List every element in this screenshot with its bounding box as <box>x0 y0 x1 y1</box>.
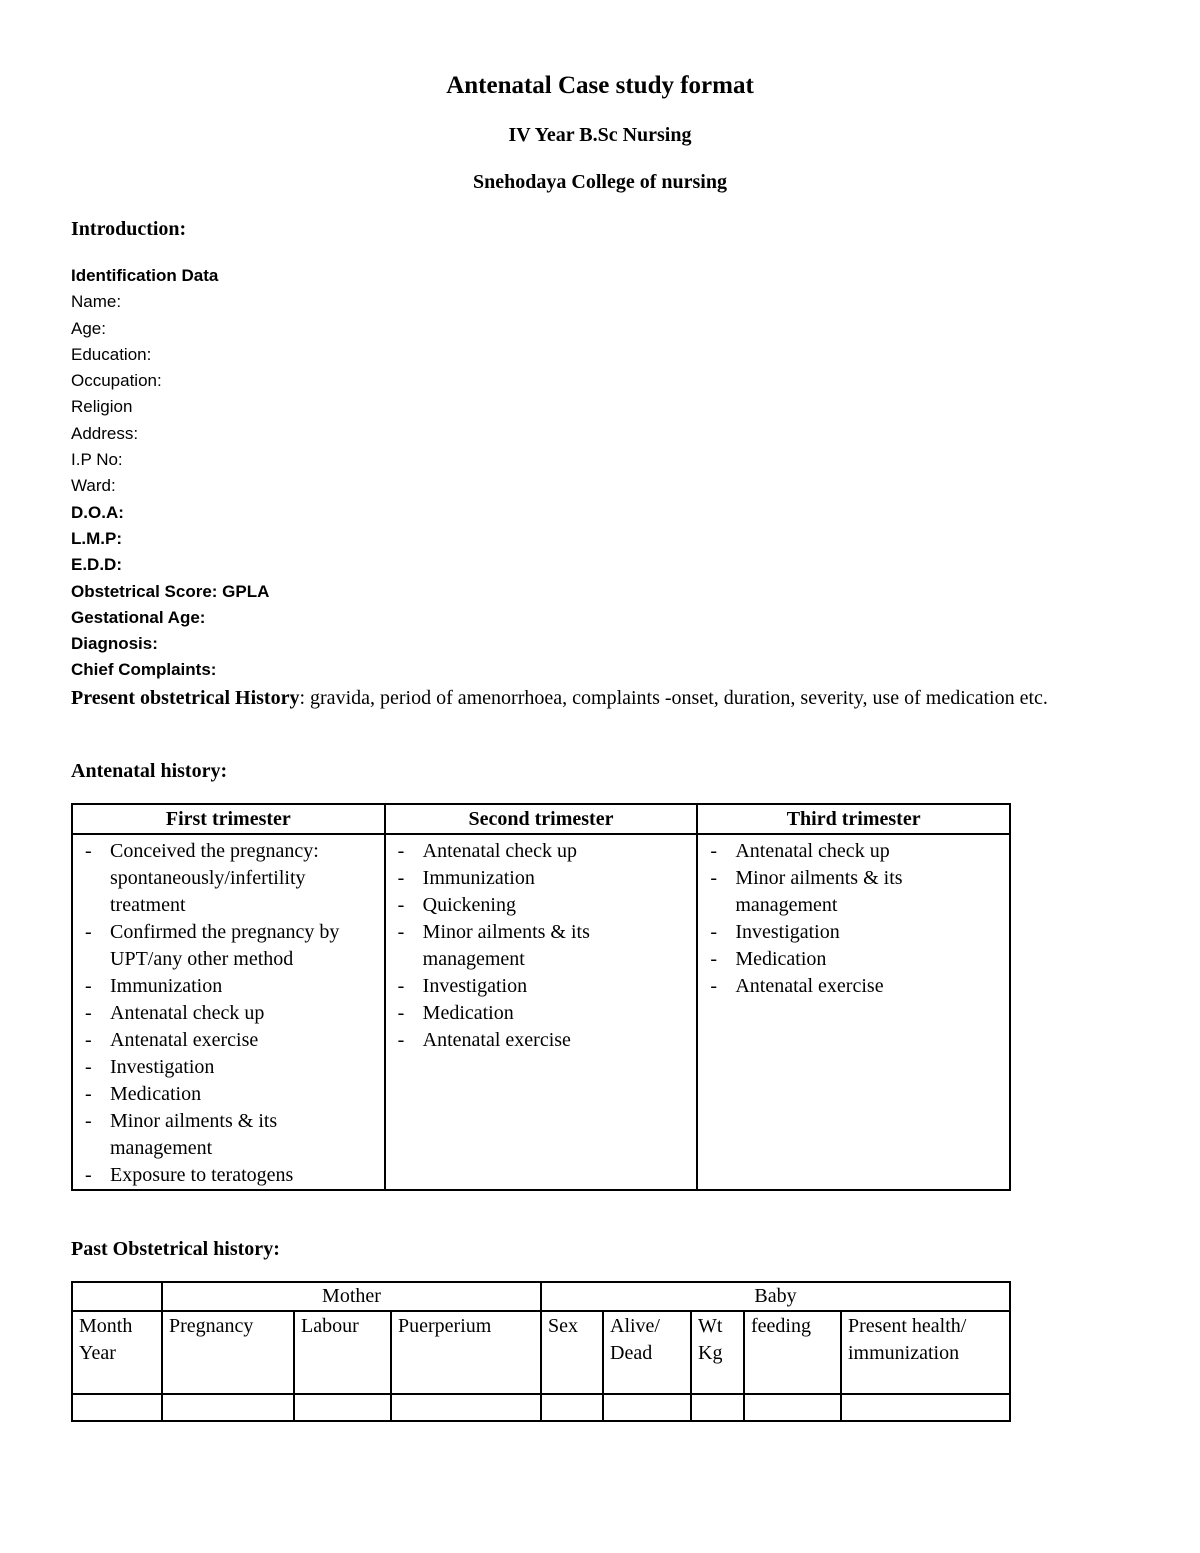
first-trimester-cell <box>72 834 385 1190</box>
introduction-heading: Introduction: <box>71 218 187 240</box>
id-field-occupation: Occupation: <box>71 371 162 391</box>
id-field-gestational-age: Gestational Age: <box>71 607 206 627</box>
present-obstetrical-history <box>71 685 1091 712</box>
second-trimester-header: Second trimester <box>385 804 698 834</box>
third-trimester-list <box>708 838 1003 1000</box>
id-field-edd: E.D.D: <box>71 555 122 575</box>
third-trimester-header: Third trimester <box>697 804 1010 834</box>
list-item: - Confirmed the pregnancy by UPT/any other method <box>83 919 378 973</box>
id-field-religion: Religion <box>71 397 133 417</box>
column-header-puerperium: Puerperium <box>391 1311 541 1394</box>
column-header-pregnancy: Pregnancy <box>162 1311 294 1394</box>
column-header-sex: Sex <box>541 1311 603 1394</box>
column-header-labour: Labour <box>294 1311 391 1394</box>
past-obstetrical-history-heading: Past Obstetrical history: <box>71 1238 280 1260</box>
id-field-ip-no: I.P No: <box>71 450 123 470</box>
table-cell[interactable] <box>691 1394 744 1421</box>
column-header-present-health: Present health/ immunization <box>841 1311 1010 1394</box>
list-item: - Investigation <box>708 919 1003 946</box>
list-item: - Immunization <box>83 973 378 1000</box>
column-header-wt-kg: Wt Kg <box>691 1311 744 1394</box>
id-field-obstetrical-score: Obstetrical Score: GPLA <box>71 581 270 601</box>
id-field-name: Name: <box>71 292 122 312</box>
table-cell[interactable] <box>541 1394 603 1421</box>
mother-group-header: Mother <box>162 1282 541 1311</box>
second-trimester-list <box>396 838 691 1054</box>
table-cell[interactable] <box>294 1394 391 1421</box>
list-item: - Antenatal check up <box>83 1000 378 1027</box>
id-field-chief-complaints: Chief Complaints: <box>71 660 217 680</box>
column-header-alive-dead: Alive/ Dead <box>603 1311 691 1394</box>
past-obstetrical-table <box>71 1281 1011 1422</box>
list-item: - Antenatal exercise <box>708 973 1003 1000</box>
second-trimester-cell <box>385 834 698 1190</box>
table-corner-cell <box>72 1282 162 1311</box>
list-item: - Minor ailments & its management <box>708 865 1003 919</box>
table-cell[interactable] <box>162 1394 294 1421</box>
identification-data-list <box>71 263 269 684</box>
id-field-age: Age: <box>71 318 106 338</box>
list-item: - Immunization <box>396 865 691 892</box>
list-item: - Conceived the pregnancy: spontaneously/infertility treatment <box>83 838 378 919</box>
id-field-education: Education: <box>71 344 152 364</box>
first-trimester-header: First trimester <box>72 804 385 834</box>
college-name: Snehodaya College of nursing <box>473 171 727 193</box>
present-history-text: : gravida, period of amenorrhoea, complaints -onset, duration, severity, use of medication etc. <box>299 687 1048 709</box>
baby-group-header: Baby <box>541 1282 1010 1311</box>
table-cell[interactable] <box>391 1394 541 1421</box>
table-cell[interactable] <box>603 1394 691 1421</box>
list-item: - Antenatal check up <box>708 838 1003 865</box>
list-item: - Minor ailments & its management <box>83 1108 378 1162</box>
trimester-table <box>71 803 1011 1191</box>
id-field-address: Address: <box>71 423 139 443</box>
id-field-ward: Ward: <box>71 476 116 496</box>
third-trimester-cell <box>697 834 1010 1190</box>
course-subtitle: IV Year B.Sc Nursing <box>508 124 692 146</box>
list-item: - Antenatal exercise <box>83 1027 378 1054</box>
antenatal-history-heading: Antenatal history: <box>71 760 228 782</box>
column-header-month-year: Month Year <box>72 1311 162 1394</box>
document-title: Antenatal Case study format <box>446 72 754 99</box>
list-item: - Medication <box>396 1000 691 1027</box>
list-item: - Medication <box>83 1081 378 1108</box>
list-item: - Medication <box>708 946 1003 973</box>
table-cell[interactable] <box>72 1394 162 1421</box>
list-item: - Antenatal check up <box>396 838 691 865</box>
id-field-doa: D.O.A: <box>71 502 124 522</box>
table-cell[interactable] <box>744 1394 841 1421</box>
id-field-identification-data: Identification Data <box>71 266 219 285</box>
present-history-label: Present obstetrical History <box>71 687 300 709</box>
list-item: - Investigation <box>396 973 691 1000</box>
id-field-diagnosis: Diagnosis: <box>71 634 158 654</box>
list-item: - Quickening <box>396 892 691 919</box>
first-trimester-list <box>83 838 378 1189</box>
list-item: - Investigation <box>83 1054 378 1081</box>
column-header-feeding: feeding <box>744 1311 841 1394</box>
table-row <box>72 1394 1010 1421</box>
list-item: - Minor ailments & its management <box>396 919 691 973</box>
id-field-lmp: L.M.P: <box>71 528 122 548</box>
list-item: - Exposure to teratogens <box>83 1162 378 1189</box>
table-cell[interactable] <box>841 1394 1010 1421</box>
list-item: - Antenatal exercise <box>396 1027 691 1054</box>
